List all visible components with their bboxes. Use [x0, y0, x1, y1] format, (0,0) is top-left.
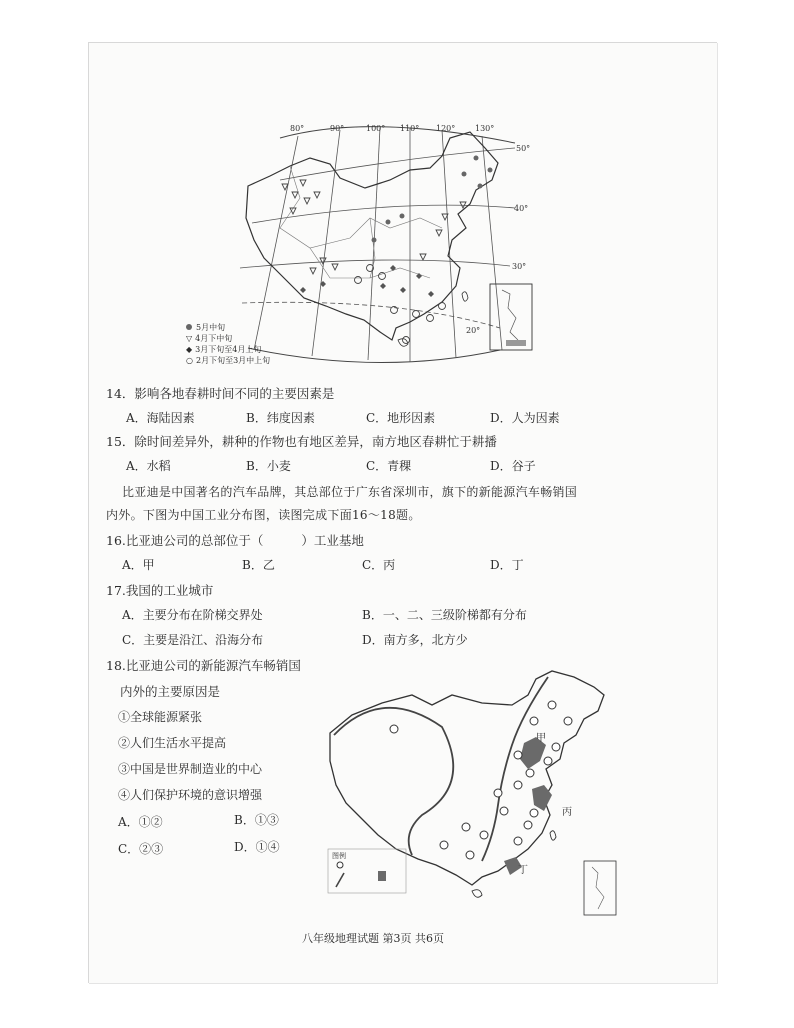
industry-map: [322, 665, 622, 920]
q18-reason-1: ①全球能源紧张: [118, 710, 203, 724]
q18-option-d[interactable]: D．①④: [234, 840, 280, 854]
legend-item: ○ 2月下旬至3月中上旬: [186, 356, 271, 365]
latitude-label-20: 20°: [466, 326, 481, 335]
q16-option-c[interactable]: C．丙: [362, 558, 396, 572]
longitude-label-90: 90°: [330, 124, 345, 133]
q17-stem: 17.我国的工业城市: [106, 583, 214, 598]
q15-option-c[interactable]: C．青稞: [366, 459, 412, 473]
legend-item: ▽ 4月下中旬: [186, 334, 233, 343]
map2-label-bing: 丙: [562, 807, 572, 818]
q15-option-d[interactable]: D．谷子: [490, 459, 536, 473]
q18-option-c[interactable]: C．②③: [118, 842, 164, 856]
legend-item: ◆ 3月下旬至4月上旬: [186, 345, 262, 354]
latitude-label-30: 30°: [512, 262, 527, 271]
q18-option-b[interactable]: B．①③: [234, 813, 279, 827]
latitude-label-50: 50°: [516, 144, 531, 153]
page-footer: 八年级地理试题 第3页 共6页: [302, 932, 444, 945]
q16-stem: 16.比亚迪公司的总部位于（ ）工业基地: [106, 533, 364, 548]
longitude-label-130: 130°: [475, 124, 495, 133]
map2-label-ding: 丁: [518, 865, 528, 876]
map2-label-jia: 甲: [536, 733, 546, 744]
q16-option-a[interactable]: A．甲: [122, 558, 155, 572]
q16-option-b[interactable]: B．乙: [242, 558, 275, 572]
q18-reason-4: ④人们保护环境的意识增强: [118, 788, 263, 802]
passage-line-2: 内外。下图为中国工业分布图，读图完成下面16～18题。: [106, 508, 421, 522]
passage-line-1: 比亚迪是中国著名的汽车品牌，其总部位于广东省深圳市，旗下的新能源汽车畅销国: [122, 485, 578, 499]
longitude-label-80: 80°: [290, 124, 305, 133]
q14-option-d[interactable]: D．人为因素: [490, 411, 560, 425]
longitude-label-120: 120°: [436, 124, 456, 133]
q15-option-a[interactable]: A．水稻: [126, 459, 171, 473]
q14-option-b[interactable]: B．纬度因素: [246, 411, 315, 425]
hollow-circle-icon: ○: [186, 356, 193, 365]
q15-option-b[interactable]: B．小麦: [246, 459, 291, 473]
triangle-down-icon: ▽: [186, 334, 193, 343]
q18-reason-3: ③中国是世界制造业的中心: [118, 762, 263, 776]
longitude-label-110: 110°: [400, 124, 420, 133]
q16-option-d[interactable]: D．丁: [490, 558, 524, 572]
map1-legend: [186, 315, 271, 365]
q18-reason-2: ②人们生活水平提高: [118, 736, 227, 750]
legend-item: 5月中旬: [186, 315, 270, 326]
q17-option-c[interactable]: C．主要是沿江、沿海分布: [122, 633, 264, 647]
q18-stem-line-2: 内外的主要原因是: [120, 684, 221, 699]
q14-stem: 14．影响各地春耕时间不同的主要因素是: [106, 386, 335, 401]
q18-stem-line-1: 18.比亚迪公司的新能源汽车畅销国: [106, 658, 301, 673]
q14-option-a[interactable]: A．海陆因素: [126, 411, 195, 425]
longitude-label-100: 100°: [366, 124, 386, 133]
q18-option-a[interactable]: A．①②: [118, 815, 163, 829]
q17-option-d[interactable]: D．南方多，北方少: [362, 633, 468, 647]
filled-diamond-icon: ◆: [186, 345, 193, 354]
latitude-label-40: 40°: [514, 204, 529, 213]
q17-option-b[interactable]: B．一、二、三级阶梯都有分布: [362, 608, 527, 622]
q15-stem: 15．除时间差异外，耕种的作物也有地区差异，南方地区春耕忙于耕播: [106, 434, 497, 449]
map2-legend-title: 图例: [332, 852, 346, 860]
q17-option-a[interactable]: A．主要分布在阶梯交界处: [122, 608, 263, 622]
q14-option-c[interactable]: C．地形因素: [366, 411, 436, 425]
